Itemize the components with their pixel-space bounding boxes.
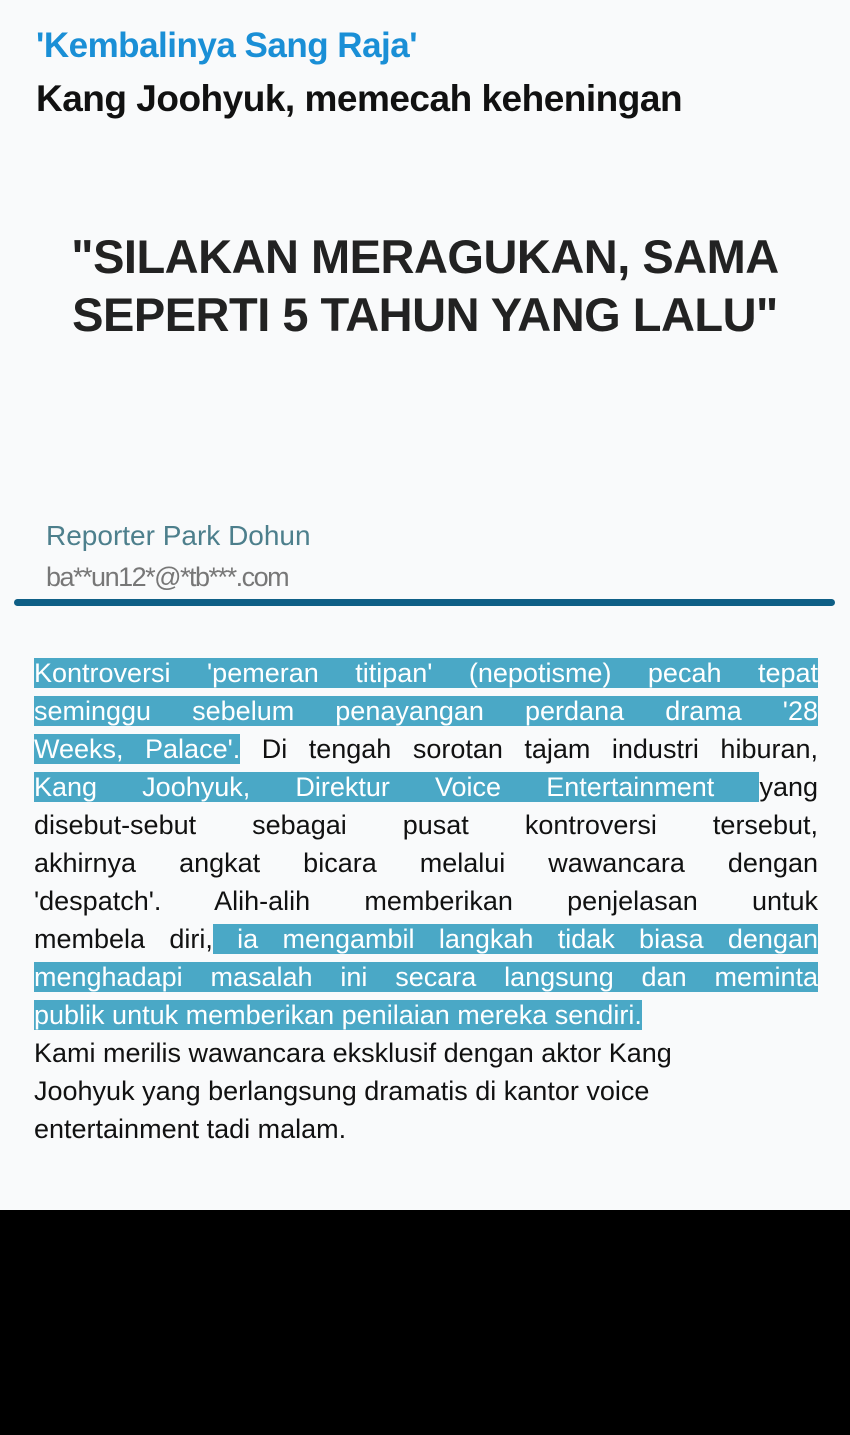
pull-quote <box>0 228 850 344</box>
body-line <box>34 655 818 693</box>
body-line <box>34 731 818 769</box>
article-headline: Kang Joohyuk, memecah keheningan <box>36 78 683 119</box>
body-line <box>34 1073 818 1111</box>
body-text: Joohyuk yang berlangsung dramatis di kantor voice <box>34 1076 650 1106</box>
body-text: 'despatch'. Alih-alih memberikan penjelasan untuk <box>34 886 818 916</box>
body-text: yang <box>759 772 818 802</box>
body-line <box>34 693 818 731</box>
article-body <box>34 655 818 1149</box>
body-line <box>34 883 818 921</box>
highlighted-text: Kontroversi 'pemeran titipan' (nepotisme) pecah tepat <box>34 658 818 688</box>
body-line <box>34 959 818 997</box>
body-text: akhirnya angkat bicara melalui wawancara dengan <box>34 848 818 878</box>
body-line <box>34 769 818 807</box>
body-text: Kami merilis wawancara eksklusif dengan aktor Kang <box>34 1038 672 1068</box>
body-text: membela diri, <box>34 924 213 954</box>
body-line <box>34 921 818 959</box>
highlighted-text: publik untuk memberikan penilaian mereka sendiri. <box>34 1000 642 1030</box>
body-text: Di tengah sorotan tajam industri hiburan, <box>240 734 819 764</box>
quote-line: "SILAKAN MERAGUKAN, SAMA <box>71 230 779 283</box>
reporter-name: Reporter Park Dohun <box>46 520 311 551</box>
highlighted-text: menghadapi masalah ini secara langsung dan meminta <box>34 962 818 992</box>
highlighted-text: Kang Joohyuk, Direktur Voice Entertainment <box>34 772 760 802</box>
body-line <box>34 1111 818 1149</box>
body-text: disebut-sebut sebagai pusat kontroversi tersebut, <box>34 810 818 840</box>
article-kicker: 'Kembalinya Sang Raja' <box>36 26 418 65</box>
highlighted-text: ia mengambil langkah tidak biasa dengan <box>212 924 818 954</box>
body-line <box>34 845 818 883</box>
reporter-email: ba**un12*@*tb***.com <box>46 562 289 592</box>
quote-line: SEPERTI 5 TAHUN YANG LALU" <box>72 288 778 341</box>
highlighted-text: seminggu sebelum penayangan perdana drama '28 <box>34 696 818 726</box>
body-line <box>34 807 818 845</box>
body-line <box>34 1035 818 1073</box>
highlighted-text: Weeks, Palace'. <box>34 734 241 764</box>
body-line <box>34 997 818 1035</box>
body-text: entertainment tadi malam. <box>34 1114 347 1144</box>
divider <box>14 599 835 606</box>
